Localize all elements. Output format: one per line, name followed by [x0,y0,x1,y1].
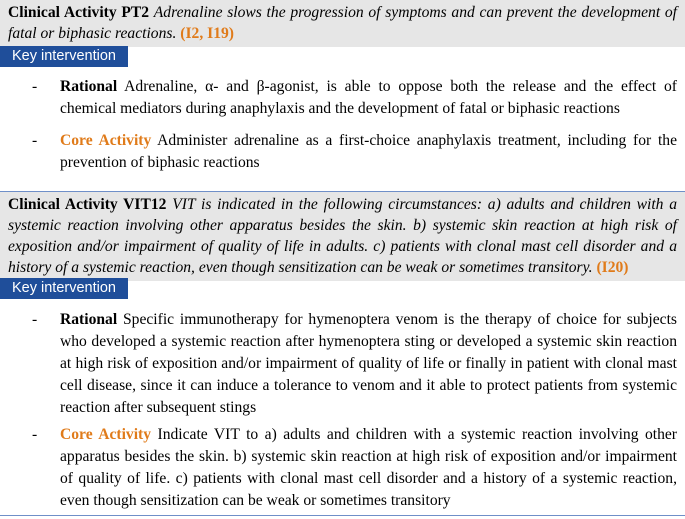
bullet-text: Administer adrenaline as a first-choice anaphylaxis treatment, including for the prevention of biphasic reactions [60,132,678,171]
bullet-dash: - [32,311,38,328]
bullet-term: Rational [60,78,118,95]
bullet-core-activity [32,424,677,512]
bullet-text: Specific immunotherapy for hymenoptera venom is the therapy of choice for subjects who developed a systemic reaction after hymenoptera sting or developed a systemic skin reaction at high risk of exposition and/or impairment of quality of life or finally in patient with clonal mast cell disease, since it can induce a tolerance to venom and it able to protect patients from systemic reaction after subsequent stings [60,311,677,416]
bullet-term: Rational [60,311,118,328]
activity-pt2-header [0,0,685,47]
bullet-rational [32,76,677,120]
reference-link[interactable]: (I20) [596,259,629,276]
bullet-term: Core Activity [60,426,152,443]
section-divider [0,515,685,516]
key-intervention-label: Key intervention [0,46,128,67]
bullet-dash: - [32,426,38,443]
activity-description: Adrenaline slows the progression of symptoms and can prevent the development of fatal or biphasic reactions. [8,4,677,42]
activity-title: Clinical Activity PT2 [8,4,150,21]
bullet-dash: - [32,132,38,149]
bullet-text: Indicate VIT to a) adults and children with a systemic reaction involving other apparatus besides the skin. b) systemic skin reaction at high risk of exposition and/or impairment of quality of life. c) patients with clonal mast cell disorder and a history of a systemic reaction, even though sensitization can be weak or sometimes transitory [60,426,677,509]
key-intervention-label: Key intervention [0,278,128,299]
reference-link[interactable]: (I2, I19) [180,25,234,42]
bullet-term: Core Activity [60,132,152,149]
bullet-core-activity [32,130,677,174]
activity-description: VIT is indicated in the following circumstances: a) adults and children with a systemic reaction involving other apparatus besides the skin. b) systemic skin reaction at high risk of exposition and/or impairment of quality of life in adults. c) patients with clonal mast cell disorder and a history of a systemic reaction, even though sensitization can be weak or sometimes transitory. [8,196,677,276]
activity-title: Clinical Activity VIT12 [8,196,167,213]
bullet-dash: - [32,78,38,95]
bullet-text: Adrenaline, α- and β-agonist, is able to oppose both the release and the effect of chemical mediators during anaphylaxis and the development of fatal or biphasic reactions [60,78,677,117]
activity-vit12-header [0,192,685,281]
bullet-rational [32,309,677,419]
